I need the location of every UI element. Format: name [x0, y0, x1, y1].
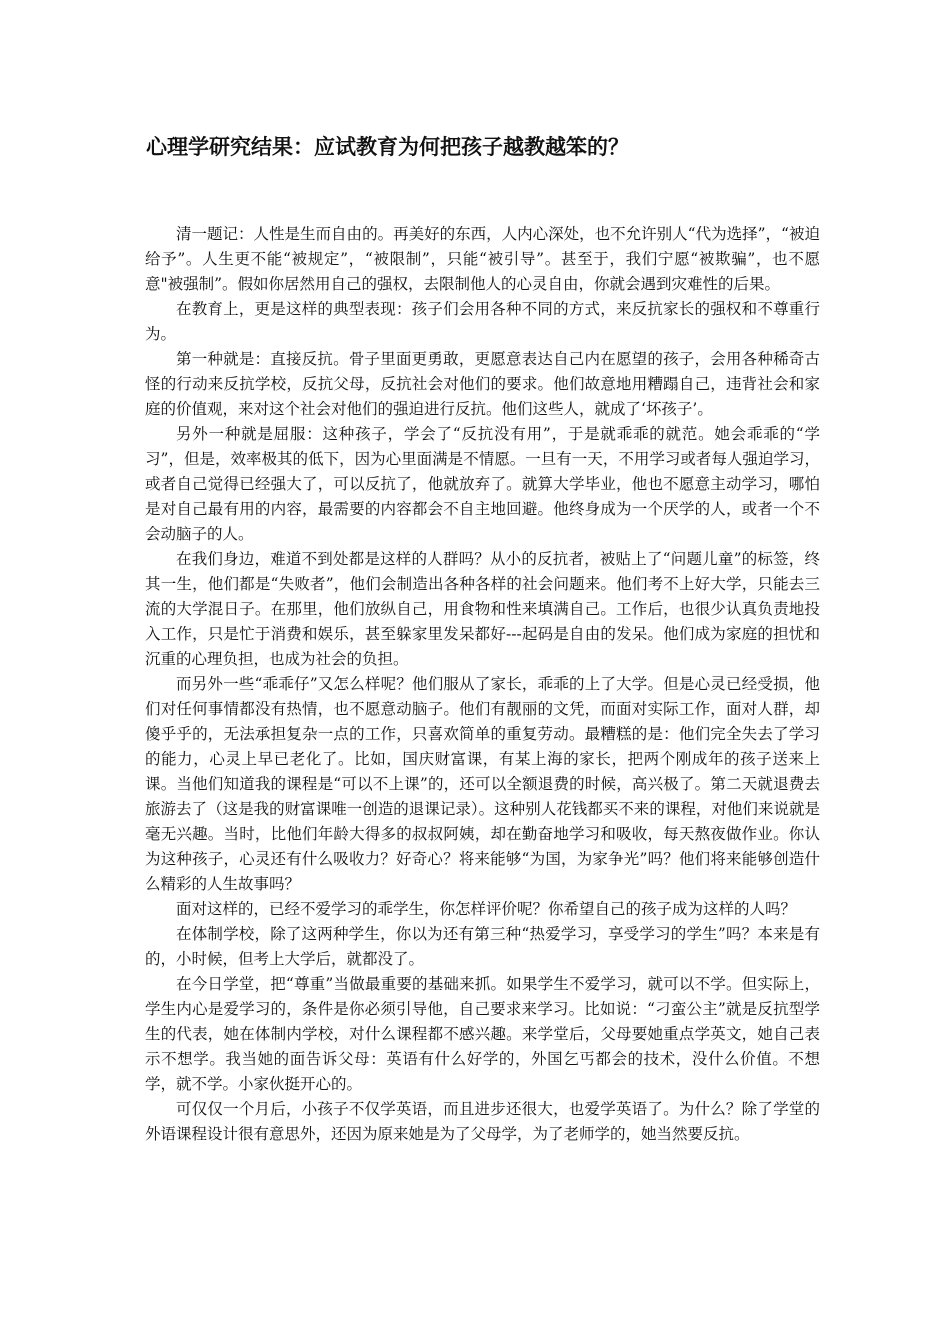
paragraph-rebels-around-us: 在我们身边，难道不到处都是这样的人群吗？从小的反抗者，被贴上了“问题儿童”的标签，终其一生，他们都是“失败者”，他们会制造出各种各样的社会问题来。他们考不上好大学，只能去三流的大学混日子。在那里，他们放纵自己，用食物和性来填满自己。工作后，也很少认真负责地投入工作，只是忙于消费和娱乐，甚至躲家里发呆都好---起码是自由的发呆。他们成为家庭的担忧和沉重的心理负担，也成为社会的负担。	[145, 550, 820, 668]
paragraph-today-school: 在今日学堂，把“尊重”当做最重要的基础来抓。如果学生不爱学习，就可以不学。但实际上，学生内心是爱学习的，条件是你必须引导他，自己要求来学习。比如说：“刁蛮公主”就是反抗型学生的代表，她在体制内学校，对什么课程都不感兴趣。来学堂后，父母要她重点学英文，她自己表示不想学。我当她的面告诉父母：英语有什么好学的，外国乞丐都会的技术，没什么价值。不想学，就不学。小家伙挺开心的。	[145, 975, 820, 1093]
paragraph-foreword: 清一题记：人性是生而自由的。再美好的东西，人内心深处，也不允许别人“代为选择”，“被迫给予”。人生更不能“被规定”，“被限制”，只能“被引导”。甚至于，我们宁愿“被欺骗”，也不愿意"被强制”。假如你居然用自己的强权，去限制他人的心灵自由，你就会遇到灾难性的后果。	[145, 225, 820, 293]
paragraph-obedient-kids: 而另外一些“乖乖仔”又怎么样呢？他们服从了家长，乖乖的上了大学。但是心灵已经受损，他们对任何事情都没有热情，也不愿意动脑子。他们有靓丽的文凭，而面对实际工作，面对人群，却傻乎乎的，无法承担复杂一点的工作，只喜欢简单的重复劳动。最糟糕的是：他们完全失去了学习的能力，心灵上早已老化了。比如，国庆财富课，有某上海的家长，把两个刚成年的孩子送来上课。当他们知道我的课程是“可以不上课”的，还可以全额退费的时候，高兴极了。第二天就退费去旅游去了（这是我的财富课唯一创造的退课记录）。这种别人花钱都买不来的课程，对他们来说就是毫无兴趣。当时，比他们年龄大得多的叔叔阿姨，却在勤奋地学习和吸收，每天熬夜做作业。你认为这种孩子，心灵还有什么吸收力？好奇心？将来能够“为国，为家争光”吗？他们将来能够创造什么精彩的人生故事吗？	[145, 675, 820, 893]
paragraph-one-month-later: 可仅仅一个月后，小孩子不仅学英语，而且进步还很大，也爱学英语了。为什么？除了学堂的外语课程设计很有意思外，还因为原来她是为了父母学，为了老师学的，她当然要反抗。	[145, 1100, 820, 1143]
paragraph-submission: 另外一种就是屈服：这种孩子，学会了“反抗没有用”，于是就乖乖的就范。她会乖乖的“学习”，但是，效率极其的低下，因为心里面满是不情愿。一旦有一天，不用学习或者每人强迫学习，或者自己觉得已经强大了，可以反抗了，他就放弃了。就算大学毕业，他也不愿意主动学习，哪怕是对自己最有用的内容，最需要的内容都会不自主地回避。他终身成为一个厌学的人，或者一个不会动脑子的人。	[145, 425, 820, 543]
document-title: 心理学研究结果：应试教育为何把孩子越教越笨的？	[146, 135, 629, 159]
document-body	[145, 222, 820, 1147]
paragraph-third-kind: 在体制学校，除了这两种学生，你以为还有第三种“热爱学习，享受学习的学生”吗？本来是有的，小时候，但考上大学后，就都没了。	[145, 925, 820, 968]
paragraph-education-intro: 在教育上，更是这样的典型表现：孩子们会用各种不同的方式，来反抗家长的强权和不尊重行为。	[145, 300, 820, 343]
paragraph-direct-rebellion: 第一种就是：直接反抗。骨子里面更勇敢，更愿意表达自己内在愿望的孩子，会用各种稀奇古怪的行动来反抗学校，反抗父母，反抗社会对他们的要求。他们故意地用糟蹋自己，违背社会和家庭的价值观，来对这个社会对他们的强迫进行反抗。他们这些人，就成了‘坏孩子’。	[145, 350, 820, 418]
paragraph-evaluation-question: 面对这样的，已经不爱学习的乖学生，你怎样评价呢？你希望自己的孩子成为这样的人吗？	[176, 900, 797, 918]
